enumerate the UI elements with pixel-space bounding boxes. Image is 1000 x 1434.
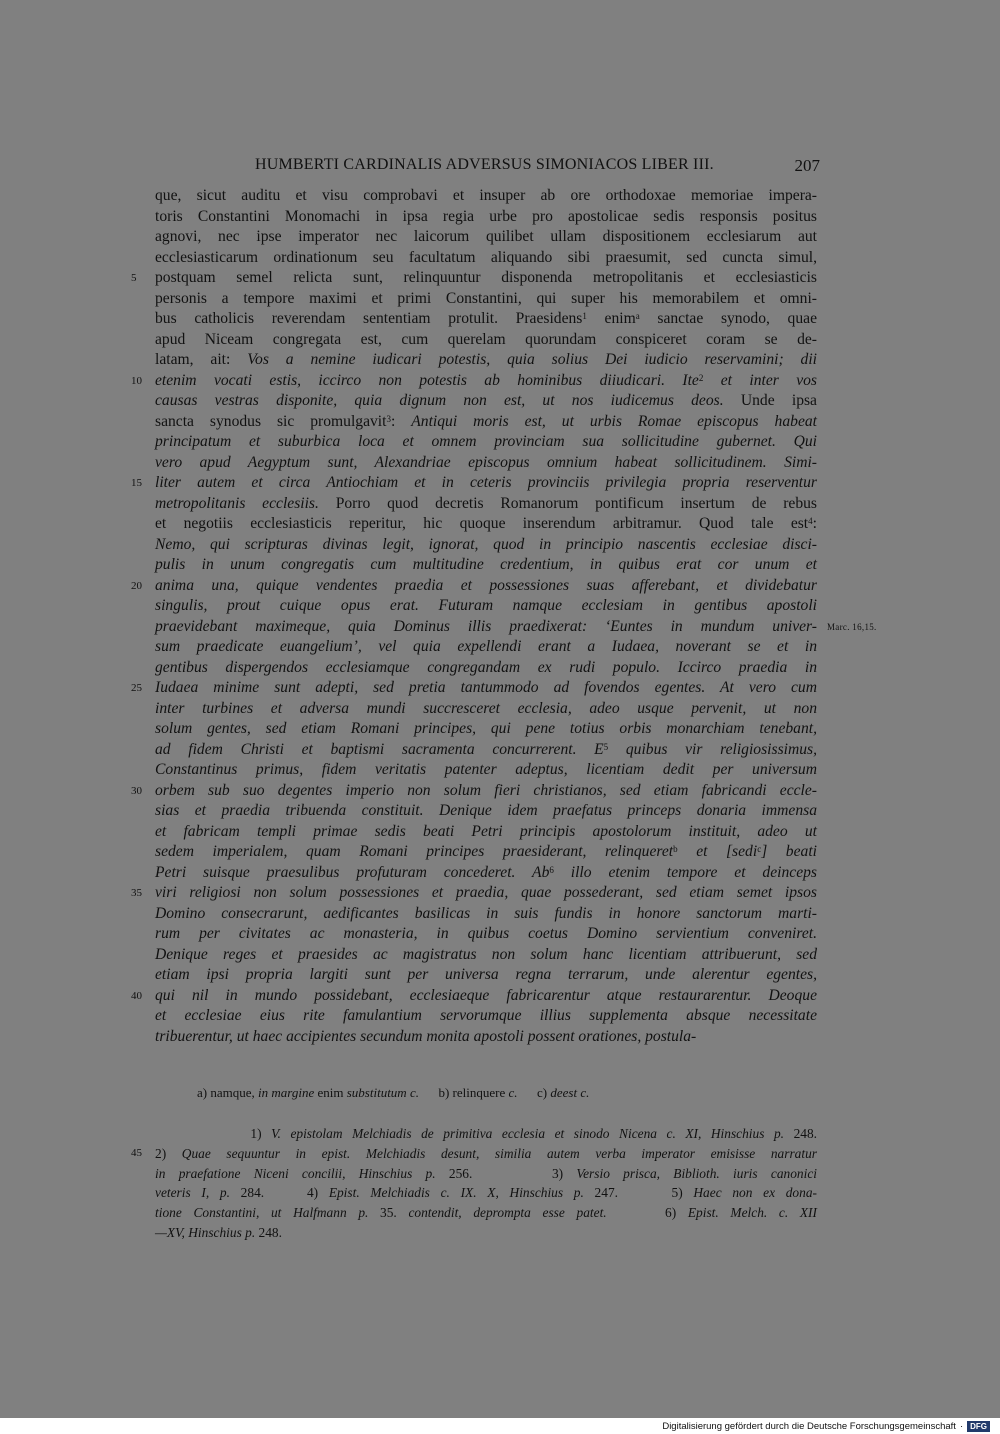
text-line: inter turbines et adversa mundi succresceret ecclesia, adeo usque pervenit, ut non bbox=[155, 699, 817, 717]
text-line: que, sicut auditu et visu comprobavi et insuper ab ore orthodoxae memoriae impera- bbox=[155, 187, 817, 204]
line-number: 30 bbox=[131, 784, 142, 797]
text-line: orbem sub suo degentes imperio non solum fieri christianos, sed etiam fabricandi eccle- 30 bbox=[155, 781, 817, 802]
text-line: ecclesiasticarum ordinationum seu facultatum aliquando sibi praesumit, sed cuncta simul, bbox=[155, 248, 817, 266]
text-line: sedem imperialem, quam Romani principes praesiderant, relinqueret$^b$ et [sedi$^c$] beati bbox=[155, 843, 817, 860]
main-text bbox=[131, 186, 877, 1047]
text-line: rum per civitates ac monasteria, in quibus coetus Domino servientium conveniret. bbox=[155, 925, 817, 942]
footnote-line: —XV, Hinschius p. 248. bbox=[155, 1224, 282, 1240]
text-line: toris Constantini Monomachi in ipsa regia urbe pro apostolicae sedis responsis positus bbox=[155, 207, 817, 225]
text-line: postquam semel relicta sunt, relinquuntur disponenda metropolitanis et ecclesiasticis 5 bbox=[155, 268, 817, 289]
text-line: causas vestras disponite, quia dignum non est, ut nos iudicemus deos. Unde ipsa bbox=[155, 392, 817, 409]
text-line: tribuerentur, ut haec accipientes secundum monita apostoli possent orationes, postula- bbox=[155, 1027, 697, 1045]
text-line: et ecclesiae eius rite famulantium servorumque illius supplementa absque necessitate bbox=[155, 1007, 817, 1024]
text-line: Domino consecrarunt, aedificantes basilicas in suis fundis in honore sanctorum marti- bbox=[155, 904, 817, 922]
footnote-line: 2) Quae sequuntur in epist. Melchiadis desunt, similia autem verba imperator emisisse narratur 45 bbox=[155, 1144, 817, 1164]
text-line: Constantinus primus, fidem veritatis patenter adeptus, licentiam dedit per universum bbox=[155, 761, 817, 778]
text-line: sancta synodus sic promulgavit$^3$: Antiqui moris est, ut urbis Romae episcopus habeat bbox=[155, 412, 817, 430]
footnote-line: in praefatione Niceni concilii, Hinschius p. 256. 3) Versio prisca, Biblioth. iuris canonici bbox=[155, 1165, 817, 1181]
text-line: vero apud Aegyptum sunt, Alexandriae episcopus omnium habeat sollicitudinem. Simi- bbox=[155, 453, 817, 471]
footnote-line: veteris I, p. 284. 4) Epist. Melchiadis c. IX. X, Hinschius p. 247. 5) Haec non ex dona- bbox=[155, 1185, 817, 1201]
text-line: sum praedicate euangelium’, vel quia expellendi erant a Iudaea, noverant se et in bbox=[155, 638, 817, 655]
header-title: HUMBERTI CARDINALIS ADVERSUS SIMONIACOS LIBER III. bbox=[255, 156, 714, 173]
line-number: 40 bbox=[131, 989, 142, 1002]
text-line: gentibus dispergendos ecclesiamque congregandam ex rudi populo. Iccirco praedia in bbox=[155, 658, 817, 676]
text-line: et fabricam templi primae sedis beati Petri principis apostolorum instituit, adeo ut bbox=[155, 822, 817, 840]
text-line: sias et praedia tribuenda constituit. Denique idem praefatus princeps donaria immensa bbox=[155, 802, 817, 819]
dfg-logo-icon: DFG bbox=[967, 1421, 990, 1432]
text-line: Iudaea minime sunt adepti, sed pretia tantummodo ad fovendos egentes. At vero cum 25 bbox=[155, 678, 817, 699]
text-line: liter autem et circa Antiochiam et in ceteris provinciis privilegia propria reserventur 15 bbox=[155, 473, 817, 494]
digitization-credit: Digitalisierung gefördert durch die Deutsche Forschungsgemeinschaft · DFG bbox=[662, 1419, 990, 1433]
line-number: 35 bbox=[131, 887, 142, 899]
line-number: 20 bbox=[131, 579, 142, 592]
text-line: viri religiosi non solum possessiones et praedia, quae possederant, sed etiam semet ipsos 35 bbox=[155, 883, 817, 904]
text-line: latam, ait: Vos a nemine iudicari potestis, quia solius Dei iudicio reservamini; dii bbox=[155, 351, 817, 368]
running-header bbox=[255, 156, 820, 180]
footnotes bbox=[131, 1124, 818, 1243]
line-number: 15 bbox=[131, 477, 142, 489]
text-line: singulis, prout cuique opus erat. Futuram namque ecclesiam in gentibus apostoli bbox=[155, 597, 817, 614]
footnote-line: tione Constantini, ut Halfmann p. 35. contendit, deprompta esse patet. 6) Epist. Melch. c. XII bbox=[155, 1205, 817, 1221]
text-line: pulis in unum congregatis cum multitudine credentium, in quibus erat cor unum et bbox=[155, 556, 817, 573]
text-line: qui nil in mundo possidebant, ecclesiaeque fabricarentur atque restaurarentur. Deoque 40 bbox=[155, 986, 817, 1007]
text-line: metropolitanis ecclesiis. Porro quod decretis Romanorum pontificum insertum de rebus bbox=[155, 494, 817, 512]
text-line: apud Niceam congregata est, cum querelam quorundam conspiceret coram se de- bbox=[155, 330, 817, 348]
text-line: Petri suisque praesulibus profuturam concederet. Ab$^6$ illo etenim tempore et deinceps bbox=[155, 863, 817, 881]
text-line: personis a tempore maximi et primi Constantini, qui super his memorabilem et omni- bbox=[155, 289, 817, 307]
text-line: solum gentes, sed etiam Romani principes, qui pene totius orbis monarchiam tenebant, bbox=[155, 720, 817, 737]
line-number: 5 bbox=[131, 272, 137, 284]
line-number: 45 bbox=[131, 1146, 142, 1159]
text-line: etiam ipsi propria largiti sunt per universa regna terrarum, unde alerentur egentes, bbox=[155, 966, 817, 983]
text-line: principatum et suburbica loca et omnem provinciam sua sollicitudine gubernet. Qui bbox=[155, 433, 817, 450]
text-line: agnovi, nec ipse imperator nec laicorum quilibet ullam dispositionem ecclesiarum aut bbox=[155, 228, 817, 245]
text-line: etenim vocati estis, iccirco non potestis ab hominibus diiudicari. Ite$^2$ et inter vos 10 bbox=[155, 371, 817, 392]
text-line: Denique reges et praesides ac magistratus non solum hanc licentiam attribuerunt, sed bbox=[155, 945, 817, 963]
text-line: et negotiis ecclesiasticis reperitur, hic quoque inserendum arbitramur. Quod tale est$^4$: bbox=[155, 515, 817, 532]
text-line: Nemo, qui scripturas divinas legit, ignorat, quod in principio nascentis ecclesiae disci- bbox=[155, 535, 817, 553]
line-number: 25 bbox=[131, 682, 142, 694]
text-line: anima una, quique vendentes praedia et possessiones suas afferebant, et dividebatur 20 bbox=[155, 576, 817, 597]
line-number: 10 bbox=[131, 374, 142, 387]
page-number: 207 bbox=[794, 156, 820, 175]
marginal-reference: Marc. 16,15. bbox=[827, 621, 877, 632]
text-line: bus catholicis reverendam sententiam protulit. Praesidens$^1$ enim$^a$ sanctae synodo, quae bbox=[155, 310, 817, 327]
footnote-line: 1) V. epistolam Melchiadis de primitiva ecclesia et sinodo Nicena c. XI, Hinschius p. 248. bbox=[155, 1126, 818, 1141]
credit-text: Digitalisierung gefördert durch die Deutsche Forschungsgemeinschaft bbox=[662, 1420, 956, 1432]
variant-readings: a) namque, in margine enim substitutum c. b) relinquere c. c) deest c. bbox=[197, 1085, 590, 1100]
text-line: ad fidem Christi et baptismi sacramenta concurrerent. $E^5$ quibus vir religiosissimus, bbox=[155, 740, 817, 758]
text-line: praevidebant maximeque, quia Dominus illis praedixerat: ‘Euntes in mundum univer- Marc. 16,15. bbox=[155, 617, 817, 638]
